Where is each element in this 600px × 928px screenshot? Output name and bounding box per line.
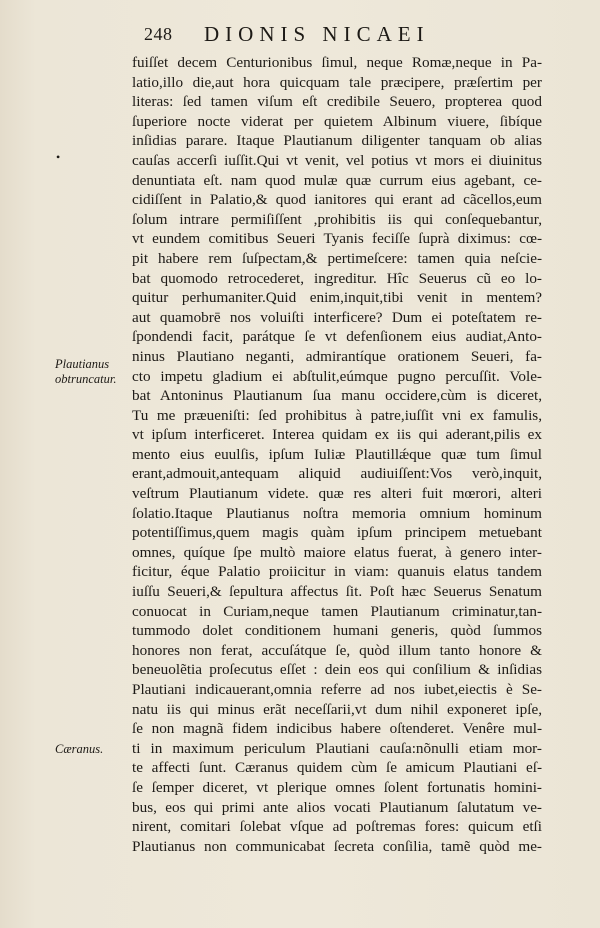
- text-line: tummodo dolet conditionem humani generis, quòd ſummos: [132, 622, 542, 640]
- text-line: erant,admouit,antequam aliquid audiuiſſent:Vos verò,inquit,: [132, 465, 542, 483]
- text-line: aut quamobrē nos voluiſti interficere? Dum ei poteſtatem re-: [132, 308, 542, 326]
- text-line: vt ipſum interficeret. Interea quidam ex iis qui aderant,pilis ex: [132, 426, 542, 444]
- text-line: Plautianus non communicabat ſecreta conſilia, tamẽ quòd me-: [132, 837, 542, 855]
- margin-note-line: obtruncatur.: [55, 372, 117, 386]
- text-line: Tu me præueniſti: ſed prohibitus à patre,iuſſit vni ex famulis,: [132, 406, 542, 424]
- text-line: ſolatio.Itaque Plautianus noſtra memoria omnium hominum: [132, 504, 542, 522]
- margin-note-line: Plautianus: [55, 357, 110, 371]
- text-line: ficitur, éque Palatio proiicitur in viam: quanuis elatus tandem: [132, 563, 542, 581]
- margin-note-plautianus: [55, 357, 116, 387]
- text-line: omnes, quíque ſpe multò maiore elatus fuerat, à genero inter-: [132, 543, 542, 561]
- text-line: Plautiani indicauerant,omnia referre ad nos iubet,eiectis è Se-: [132, 681, 542, 698]
- text-line: te affecti ſunt. Cæranus quidem cùm ſe amicum Plautiani eſ-: [132, 759, 542, 777]
- text-line: honores non ferat, accuſátque ſe, quòd illum tanto honore &: [132, 641, 542, 659]
- body-text: [132, 53, 542, 856]
- text-line: vt eundem comitibus Seueri Tyanis feciſſe ſuprà diximus: cœ-: [132, 230, 542, 248]
- margin-bullet: •: [56, 150, 61, 164]
- running-title: DIONIS NICAEI: [204, 22, 430, 46]
- text-line: iuſſu Seueri,& ſepultura affectus ſit. Poſt hæc Seuerus Senatum: [132, 583, 542, 601]
- text-line: quitur perhumaniter.Quid enim,inquit,tibi venit in mentem?: [132, 289, 542, 307]
- text-line: ſpondendi facit, parátque ſe vt defenſionem eius audiat,Anto-: [132, 328, 542, 346]
- text-line: pit habere rem ſuſpectam,& pertimeſcere: tamen quia neſcie-: [132, 249, 542, 267]
- text-line: bus, eos qui primi ante alios vocati Plautianum ſalutatum ve-: [132, 798, 542, 816]
- text-line: cauſas accerſi iuſſit.Qui vt venit, vel potius vt mors ei diuinitus: [132, 151, 542, 169]
- text-line: ſe non magnã fidem indicibus habere oſtenderet. Venêre mul-: [132, 720, 542, 738]
- text-line: veſtrum Plautianum videte. quæ res alteri fuit mœrori, alteri: [132, 485, 542, 503]
- text-line: ninus Plautiano neganti, admirantíque orationem Seueri, fa-: [132, 347, 542, 365]
- text-line: cto impetu gladium ei abſtulit,eúmque pugno percuſſit. Vole-: [132, 367, 542, 385]
- text-line: cidiſſent in Palatio,& quod ianitores qui erant ad cãcellos,eum: [132, 191, 542, 209]
- text-line: ſe ſemper diceret, vt plerique omnes ſolent fortunatis homini-: [132, 778, 542, 796]
- text-line: natu iis qui minus erãt neceſſarii,vt dum nihil exponeret ipſe,: [132, 700, 542, 718]
- margin-note-caeranus: [55, 742, 103, 757]
- text-line: inſidias parare. Itaque Plautianum diligenter tanquam ob alias: [132, 132, 542, 150]
- text-line: bat quomodo retrocederet, ingreditur. Hîc Seuerus cũ eo lo-: [132, 269, 542, 287]
- text-line: nirent, comitari ſolebat vſque ad poſtremas fores: quicum etſi: [132, 818, 542, 836]
- page-number: 248: [144, 24, 173, 44]
- text-line: literas: ſed tamen viſum eſt credibile Seuero, propterea quod: [132, 93, 542, 111]
- text-line: ti in maximum periculum Plautiani cauſa:nõnulli etiam mor-: [132, 739, 542, 757]
- text-line: potentiſſimus,quem magis quàm ipſum principem metuebant: [132, 524, 542, 542]
- text-line: bat Antoninus Plautianum ſua manu occidere,cùm is diceret,: [132, 387, 542, 405]
- page-header: [144, 22, 544, 48]
- text-line: fuiſſet decem Centurionibus ſimul, neque Romæ,neque in Pa-: [132, 54, 542, 71]
- text-line: mento eius euulſis, ipſum Iuliæ Plautillǽque quæ tum ſimul: [132, 445, 542, 463]
- margin-note-line: Cæranus.: [55, 742, 104, 756]
- text-line: denuntiata eſt. nam quod mulæ quæ currum eius agebant, ce-: [132, 171, 542, 189]
- text-line: conuocat in Curiam,neque tamen Plautianum criminatur,tan-: [132, 602, 542, 620]
- text-line: beneuolẽtia proſecutus eſſet : dein eos qui conſilium & inſidias: [132, 661, 542, 679]
- text-line: ſuperiore nocte viderat per quietem Albinum viuere, ſibíque: [132, 112, 542, 130]
- text-line: latio,illo die,aut hora quicquam tale præcipere, præſertim per: [132, 73, 542, 91]
- text-line: ſolum intrare permiſiſſent ,prohibitis iis qui conſequebantur,: [132, 210, 542, 228]
